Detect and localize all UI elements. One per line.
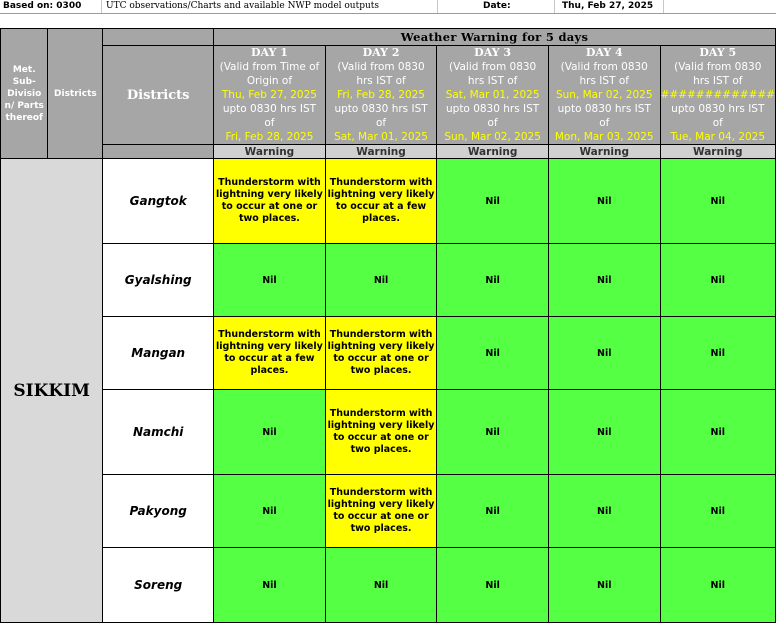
warning-cell-nil: Nil bbox=[214, 548, 326, 623]
warning-column-header: Warning bbox=[548, 145, 660, 159]
day-header-line: Mon, Mar 03, 2025 bbox=[554, 131, 654, 143]
district-name: Gyalshing bbox=[103, 244, 214, 317]
day-header-line: Fri, Feb 28, 2025 bbox=[225, 131, 314, 143]
warning-column-header: Warning bbox=[325, 145, 437, 159]
warning-cell-nil: Nil bbox=[437, 244, 549, 317]
day-header-line: hrs IST of bbox=[693, 75, 743, 87]
warning-table bbox=[0, 28, 776, 623]
based-on-text: Based on: 0300 bbox=[3, 1, 82, 11]
warning-cell-nil: Nil bbox=[437, 390, 549, 475]
divider bbox=[663, 0, 664, 13]
warning-column-header: Warning bbox=[660, 145, 775, 159]
day-header-line: (Valid from 0830 bbox=[449, 61, 537, 73]
day-header-line: DAY 5 bbox=[699, 46, 737, 59]
day-header-line: of bbox=[375, 117, 387, 129]
day-header-line: Sat, Mar 01, 2025 bbox=[445, 89, 540, 101]
date-label: Date: bbox=[483, 1, 511, 11]
day-header-line: (Valid from 0830 bbox=[560, 61, 648, 73]
day-header-line: upto 0830 hrs IST bbox=[557, 103, 651, 115]
day-header-line: of bbox=[599, 117, 610, 129]
met-subdivision-header: Met. Sub-Divisio n/ Parts thereof bbox=[1, 29, 48, 159]
warning-cell-nil: Nil bbox=[548, 317, 660, 390]
warning-cell-nil: Nil bbox=[437, 159, 549, 244]
day-header-line: hrs IST of bbox=[467, 75, 518, 87]
day-3-header bbox=[437, 46, 549, 145]
weather-warning-title: Weather Warning for 5 days bbox=[214, 29, 776, 46]
table-row bbox=[1, 548, 776, 623]
day-header-line: upto 0830 hrs IST bbox=[334, 103, 428, 115]
day-header-line: Sun, Mar 02, 2025 bbox=[555, 89, 653, 101]
day-header-line: Fri, Feb 28, 2025 bbox=[337, 89, 425, 101]
warning-cell-yellow: Thunderstorm with lightning very likely to occur at one or two places. bbox=[325, 317, 437, 390]
warning-cell-nil: Nil bbox=[548, 159, 660, 244]
warning-cell-yellow: Thunderstorm with lightning very likely to occur at one or two places. bbox=[325, 475, 437, 548]
header-blank bbox=[103, 145, 214, 159]
warning-cell-yellow: Thunderstorm with lightning very likely to occur at one or two places. bbox=[214, 159, 326, 244]
warning-cell-nil: Nil bbox=[548, 475, 660, 548]
day-2-header bbox=[325, 46, 437, 145]
warning-cell-nil: Nil bbox=[214, 475, 326, 548]
day-header-line: Tue, Mar 04, 2025 bbox=[670, 131, 766, 143]
table-row bbox=[1, 244, 776, 317]
day-header-line: of bbox=[264, 117, 275, 129]
day-header-line: Sun, Mar 02, 2025 bbox=[444, 131, 541, 143]
header-blank bbox=[103, 29, 214, 46]
day-header-line: Thu, Feb 27, 2025 bbox=[221, 89, 317, 101]
day-header-line: (Valid from 0830 bbox=[337, 61, 425, 73]
warning-cell-yellow: Thunderstorm with lightning very likely to occur at a few places. bbox=[325, 159, 437, 244]
warning-cell-nil: Nil bbox=[437, 548, 549, 623]
day-header-line: DAY 4 bbox=[585, 46, 623, 59]
warning-cell-nil: Nil bbox=[660, 548, 775, 623]
warning-cell-nil: Nil bbox=[214, 244, 326, 317]
warning-cell-nil: Nil bbox=[660, 244, 775, 317]
day-header-line: DAY 3 bbox=[474, 46, 512, 59]
day-header-line: ############# bbox=[660, 89, 775, 101]
warning-cell-yellow: Thunderstorm with lightning very likely to occur at one or two places. bbox=[325, 390, 437, 475]
day-header-line: (Valid from Time of bbox=[219, 61, 320, 73]
top-info-bar bbox=[0, 0, 776, 14]
warning-cell-nil: Nil bbox=[548, 548, 660, 623]
table-row bbox=[1, 159, 776, 244]
divider bbox=[101, 0, 102, 13]
warning-cell-nil: Nil bbox=[437, 475, 549, 548]
warning-cell-nil: Nil bbox=[660, 317, 775, 390]
districts-small-header: Districts bbox=[48, 29, 103, 159]
day-header-line: Sat, Mar 01, 2025 bbox=[334, 131, 428, 143]
district-name: Soreng bbox=[103, 548, 214, 623]
warning-cell-nil: Nil bbox=[437, 317, 549, 390]
state-name: SIKKIM bbox=[1, 159, 103, 623]
district-name: Namchi bbox=[103, 390, 214, 475]
day-1-header bbox=[214, 46, 326, 145]
day-header-line: hrs IST of bbox=[356, 75, 406, 87]
warning-column-header: Warning bbox=[437, 145, 549, 159]
source-text: UTC observations/Charts and available NWP model outputs bbox=[106, 1, 380, 11]
day-header-line: of bbox=[487, 117, 498, 129]
district-name: Mangan bbox=[103, 317, 214, 390]
warning-cell-nil: Nil bbox=[660, 475, 775, 548]
warning-cell-nil: Nil bbox=[548, 244, 660, 317]
day-header-line: upto 0830 hrs IST bbox=[446, 103, 540, 115]
day-header-line: DAY 2 bbox=[362, 46, 400, 59]
district-name: Pakyong bbox=[103, 475, 214, 548]
divider bbox=[437, 0, 438, 13]
warning-cell-nil: Nil bbox=[325, 244, 437, 317]
warning-cell-nil: Nil bbox=[214, 390, 326, 475]
day-header-line: DAY 1 bbox=[251, 46, 288, 59]
day-4-header bbox=[548, 46, 660, 145]
divider bbox=[554, 0, 555, 13]
table-row bbox=[1, 317, 776, 390]
table-row bbox=[1, 475, 776, 548]
warning-column-header: Warning bbox=[214, 145, 326, 159]
warning-cell-nil: Nil bbox=[548, 390, 660, 475]
district-name: Gangtok bbox=[103, 159, 214, 244]
day-header-line: of bbox=[712, 117, 723, 129]
day-header-line: hrs IST of bbox=[579, 75, 629, 87]
date-value: Thu, Feb 27, 2025 bbox=[562, 1, 654, 11]
day-header-line: (Valid from 0830 bbox=[674, 61, 762, 73]
day-header-line: upto 0830 hrs IST bbox=[671, 103, 765, 115]
day-header-line: upto 0830 hrs IST bbox=[222, 103, 317, 115]
warning-cell-yellow: Thunderstorm with lightning very likely to occur at a few places. bbox=[214, 317, 326, 390]
day-header-line: Origin of bbox=[246, 75, 293, 87]
districts-header: Districts bbox=[103, 46, 214, 145]
day-5-header bbox=[660, 46, 775, 145]
warning-cell-nil: Nil bbox=[660, 159, 775, 244]
warning-cell-nil: Nil bbox=[325, 548, 437, 623]
table-row bbox=[1, 390, 776, 475]
warning-cell-nil: Nil bbox=[660, 390, 775, 475]
